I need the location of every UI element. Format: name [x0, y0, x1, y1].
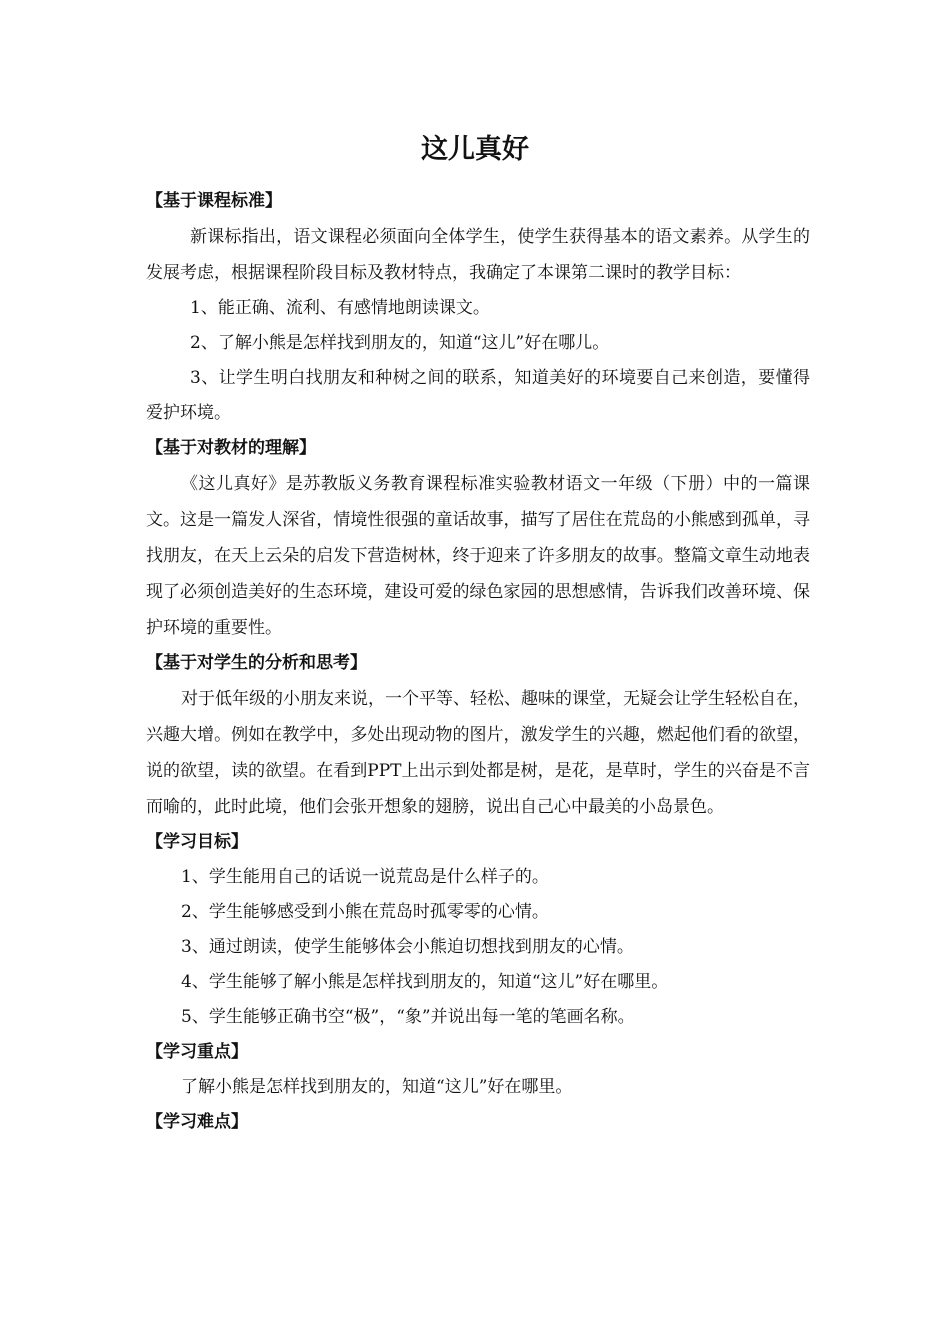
objective-item-1: 1、学生能用自己的话说一说荒岛是什么样子的。 — [181, 867, 549, 887]
objective-item-3: 3、通过朗读，使学生能够体会小熊迫切想找到朋友的心情。 — [181, 937, 634, 957]
objective-item-5: 5、学生能够正确书空“极”，“象”并说出每一笔的笔画名称。 — [181, 1007, 635, 1027]
section-heading-key-point: 【学习重点】 — [146, 1042, 248, 1062]
section-heading-objectives: 【学习目标】 — [146, 832, 248, 852]
objective-item-4: 4、学生能够了解小熊是怎样找到朋友的，知道“这儿”好在哪里。 — [181, 972, 669, 992]
document-body — [146, 184, 810, 1140]
page-title: 这儿真好 — [421, 134, 529, 165]
section-heading-textbook: 【基于对教材的理解】 — [146, 438, 316, 458]
textbook-body: 《这儿真好》是苏教版义务教育课程标准实验教材语文一年级（下册）中的一篇课文。这是一篇发人深省，情境性很强的童话故事，描写了居住在荒岛的小熊感到孤单，寻找朋友，在天上云朵的启发下营造树林，终于迎来了许多朋友的故事。整篇文章生动地表现了必须创造美好的生态环境，建设可爱的绿色家园的思想感情，告诉我们改善环境、保护环境的重要性。 — [146, 474, 810, 638]
curriculum-item-2: 2、了解小熊是怎样找到朋友的，知道“这儿”好在哪儿。 — [190, 333, 610, 353]
section-heading-difficulty: 【学习难点】 — [146, 1112, 248, 1132]
section-heading-curriculum: 【基于课程标准】 — [146, 191, 282, 211]
objective-item-2: 2、学生能够感受到小熊在荒岛时孤零零的心情。 — [181, 902, 549, 922]
curriculum-item-3: 3、让学生明白找朋友和种树之间的联系，知道美好的环境要自己来创造，要懂得爱护环境。 — [146, 368, 810, 423]
students-body: 对于低年级的小朋友来说，一个平等、轻松、趣味的课堂，无疑会让学生轻松自在，兴趣大增。例如在教学中，多处出现动物的图片，激发学生的兴趣，燃起他们看的欲望，说的欲望，读的欲望。在看到PPT上出示到处都是树，是花，是草时，学生的兴奋是不言而喻的，此时此境，他们会张开想象的翅膀，说出自己心中最美的小岛景色。 — [146, 689, 810, 817]
section-heading-students: 【基于对学生的分析和思考】 — [146, 653, 367, 673]
key-point-body: 了解小熊是怎样找到朋友的，知道“这儿”好在哪里。 — [181, 1077, 573, 1097]
curriculum-item-1: 1、能正确、流利、有感情地朗读课文。 — [190, 298, 490, 318]
curriculum-intro: 新课标指出，语文课程必须面向全体学生，使学生获得基本的语文素养。从学生的发展考虑，根据课程阶段目标及教材特点，我确定了本课第二课时的教学目标： — [146, 227, 810, 283]
